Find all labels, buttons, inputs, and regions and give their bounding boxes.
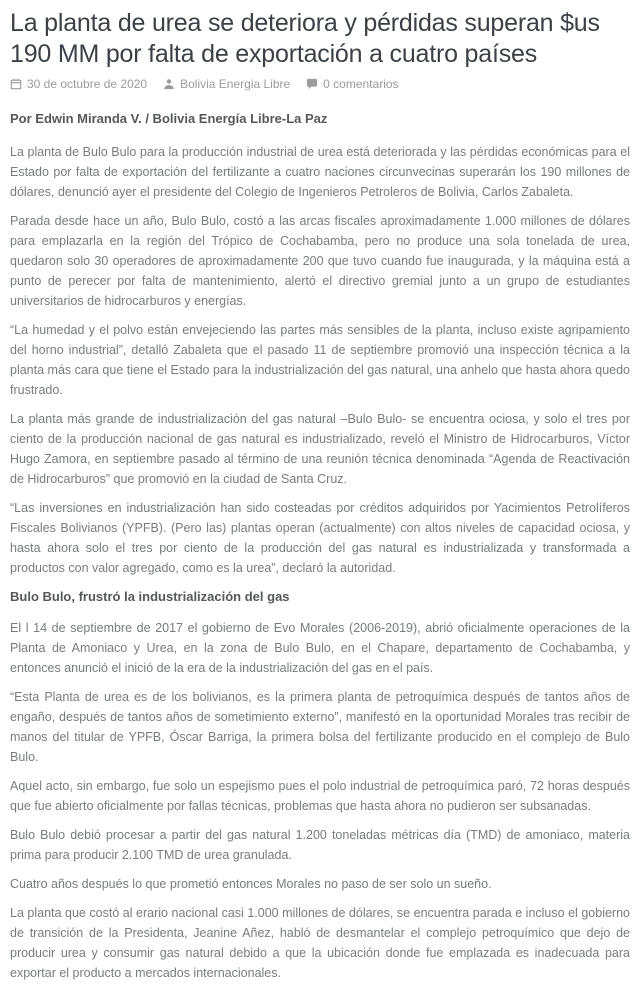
article-paragraph: “La humedad y el polvo están envejeciendo las partes más sensibles de la planta, incluso existe agripamiento del horno industrial”, detalló Zabaleta que el pasado 11 de septiembre promovió una inspección técnica a la planta más cara que tiene el Estado para la industrialización del gas natural, una anhelo que hasta ahora quedo frustrado. (10, 323, 630, 397)
article-meta (10, 77, 630, 91)
article-subheading: Bulo Bulo, frustró la industrialización del gas (10, 589, 290, 604)
article-paragraph: “Las inversiones en industrialización han sido costeadas por créditos adquiridos por Yacimientos Petrolíferos Fiscales Bolivianos (YPFB). (Pero las) plantas operan (actualmente) con altos niveles de capacidad ociosa, y hasta ahora solo el tres por ciento de la producción del gas natural es industrializada y transformada a productos con valor agregado, como es la urea”, declaró la autoridad. (10, 501, 630, 575)
article-paragraph: La planta más grande de industrialización del gas natural –Bulo Bulo- se encuentra ociosa, y solo el tres por ciento de la producción nacional de gas natural es industrializado, reveló el Ministro de Hidrocarburos, Víctor Hugo Zamora, en septiembre pasado al término de una reunión técnica denominada “Agenda de Reactivación de Hidrocarburos” que promovió en la ciudad de Santa Cruz. (10, 412, 630, 486)
article-paragraph: El l 14 de septiembre de 2017 el gobierno de Evo Morales (2006-2019), abrió oficialmente operaciones de la Planta de Amoniaco y Urea, en la zona de Bulo Bulo, en el Chapare, departamento de Cochabamba, y entonces anunció el inició de la era de la industrialización del gas en el país. (10, 621, 630, 675)
article-paragraph: La planta que costó al erario nacional casi 1.000 millones de dólares, se encuentra parada e incluso el gobierno de transición de la Presidenta, Jeanine Añez, habló de desmantelar el complejo petroquímico que dejo de producir urea y consumir gas natural debido a que la ubicación donde fue emplazada es inadecuada para exportar el producto a mercados internacionales. (10, 906, 630, 980)
article-paragraph: Cuatro años después lo que prometió entonces Morales no paso de ser solo un sueño. (10, 877, 492, 891)
meta-date (10, 77, 147, 91)
meta-comments[interactable] (306, 77, 398, 91)
meta-comments-label: 0 comentarios (323, 77, 399, 91)
meta-author[interactable] (163, 77, 290, 91)
user-icon (163, 78, 175, 90)
article-paragraph: Aquel acto, sin embargo, fue solo un espejismo pues el polo industrial de petroquímica paró, 72 horas después que fue abierto oficialmente por fallas técnicas, problemas que hasta ahora no pudieron ser subsanadas. (10, 779, 630, 813)
article-body (10, 142, 630, 983)
article-paragraph: “Esta Planta de urea es de los bolivianos, es la primera planta de petroquímica después de tantos años de engaño, después de tantos años de sometimiento externo”, manifestó en la oportunidad Morales tras recibir de manos del titular de YPFB, Óscar Barriga, la primera bolsa del fertilizante producido en el complejo de Bulo Bulo. (10, 690, 630, 764)
calendar-icon (10, 78, 22, 90)
article-paragraph: Parada desde hace un año, Bulo Bulo, costó a las arcas fiscales aproximadamente 1.000 millones de dólares para emplazarla en la región del Trópico de Cochabamba, pero no produce una sola tonelada de urea, quedaron solo 30 operadores de aproximadamente 200 que tuvo cuando fue inaugurada, y la máquina está a punto de perecer por falta de mantenimiento, alertó el directivo gremial junto a un grupo de estudiantes universitarios de hidrocarburos y energías. (10, 214, 630, 308)
article-paragraph: La planta de Bulo Bulo para la producción industrial de urea está deteriorada y las pérdidas económicas para el Estado por falta de exportación del fertilizante a cuatro naciones circunvecinas superarán los 190 millones de dólares, denunció ayer el presidente del Colegio de Ingenieros Petroleros de Bolivia, Carlos Zabaleta. (10, 145, 630, 199)
article-paragraph: Bulo Bulo debió procesar a partir del gas natural 1.200 toneladas métricas día (TMD) de amoniaco, materia prima para producir 2.100 TMD de urea granulada. (10, 828, 630, 862)
meta-author-label: Bolivia Energia Libre (180, 77, 291, 91)
article-byline: Por Edwin Miranda V. / Bolivia Energía Libre-La Paz (10, 111, 328, 126)
comment-icon (306, 78, 318, 90)
meta-date-label: 30 de octubre de 2020 (27, 77, 148, 91)
article-title: La planta de urea se deteriora y pérdidas superan $us 190 MM por falta de exportación a cuatro países (10, 9, 600, 68)
